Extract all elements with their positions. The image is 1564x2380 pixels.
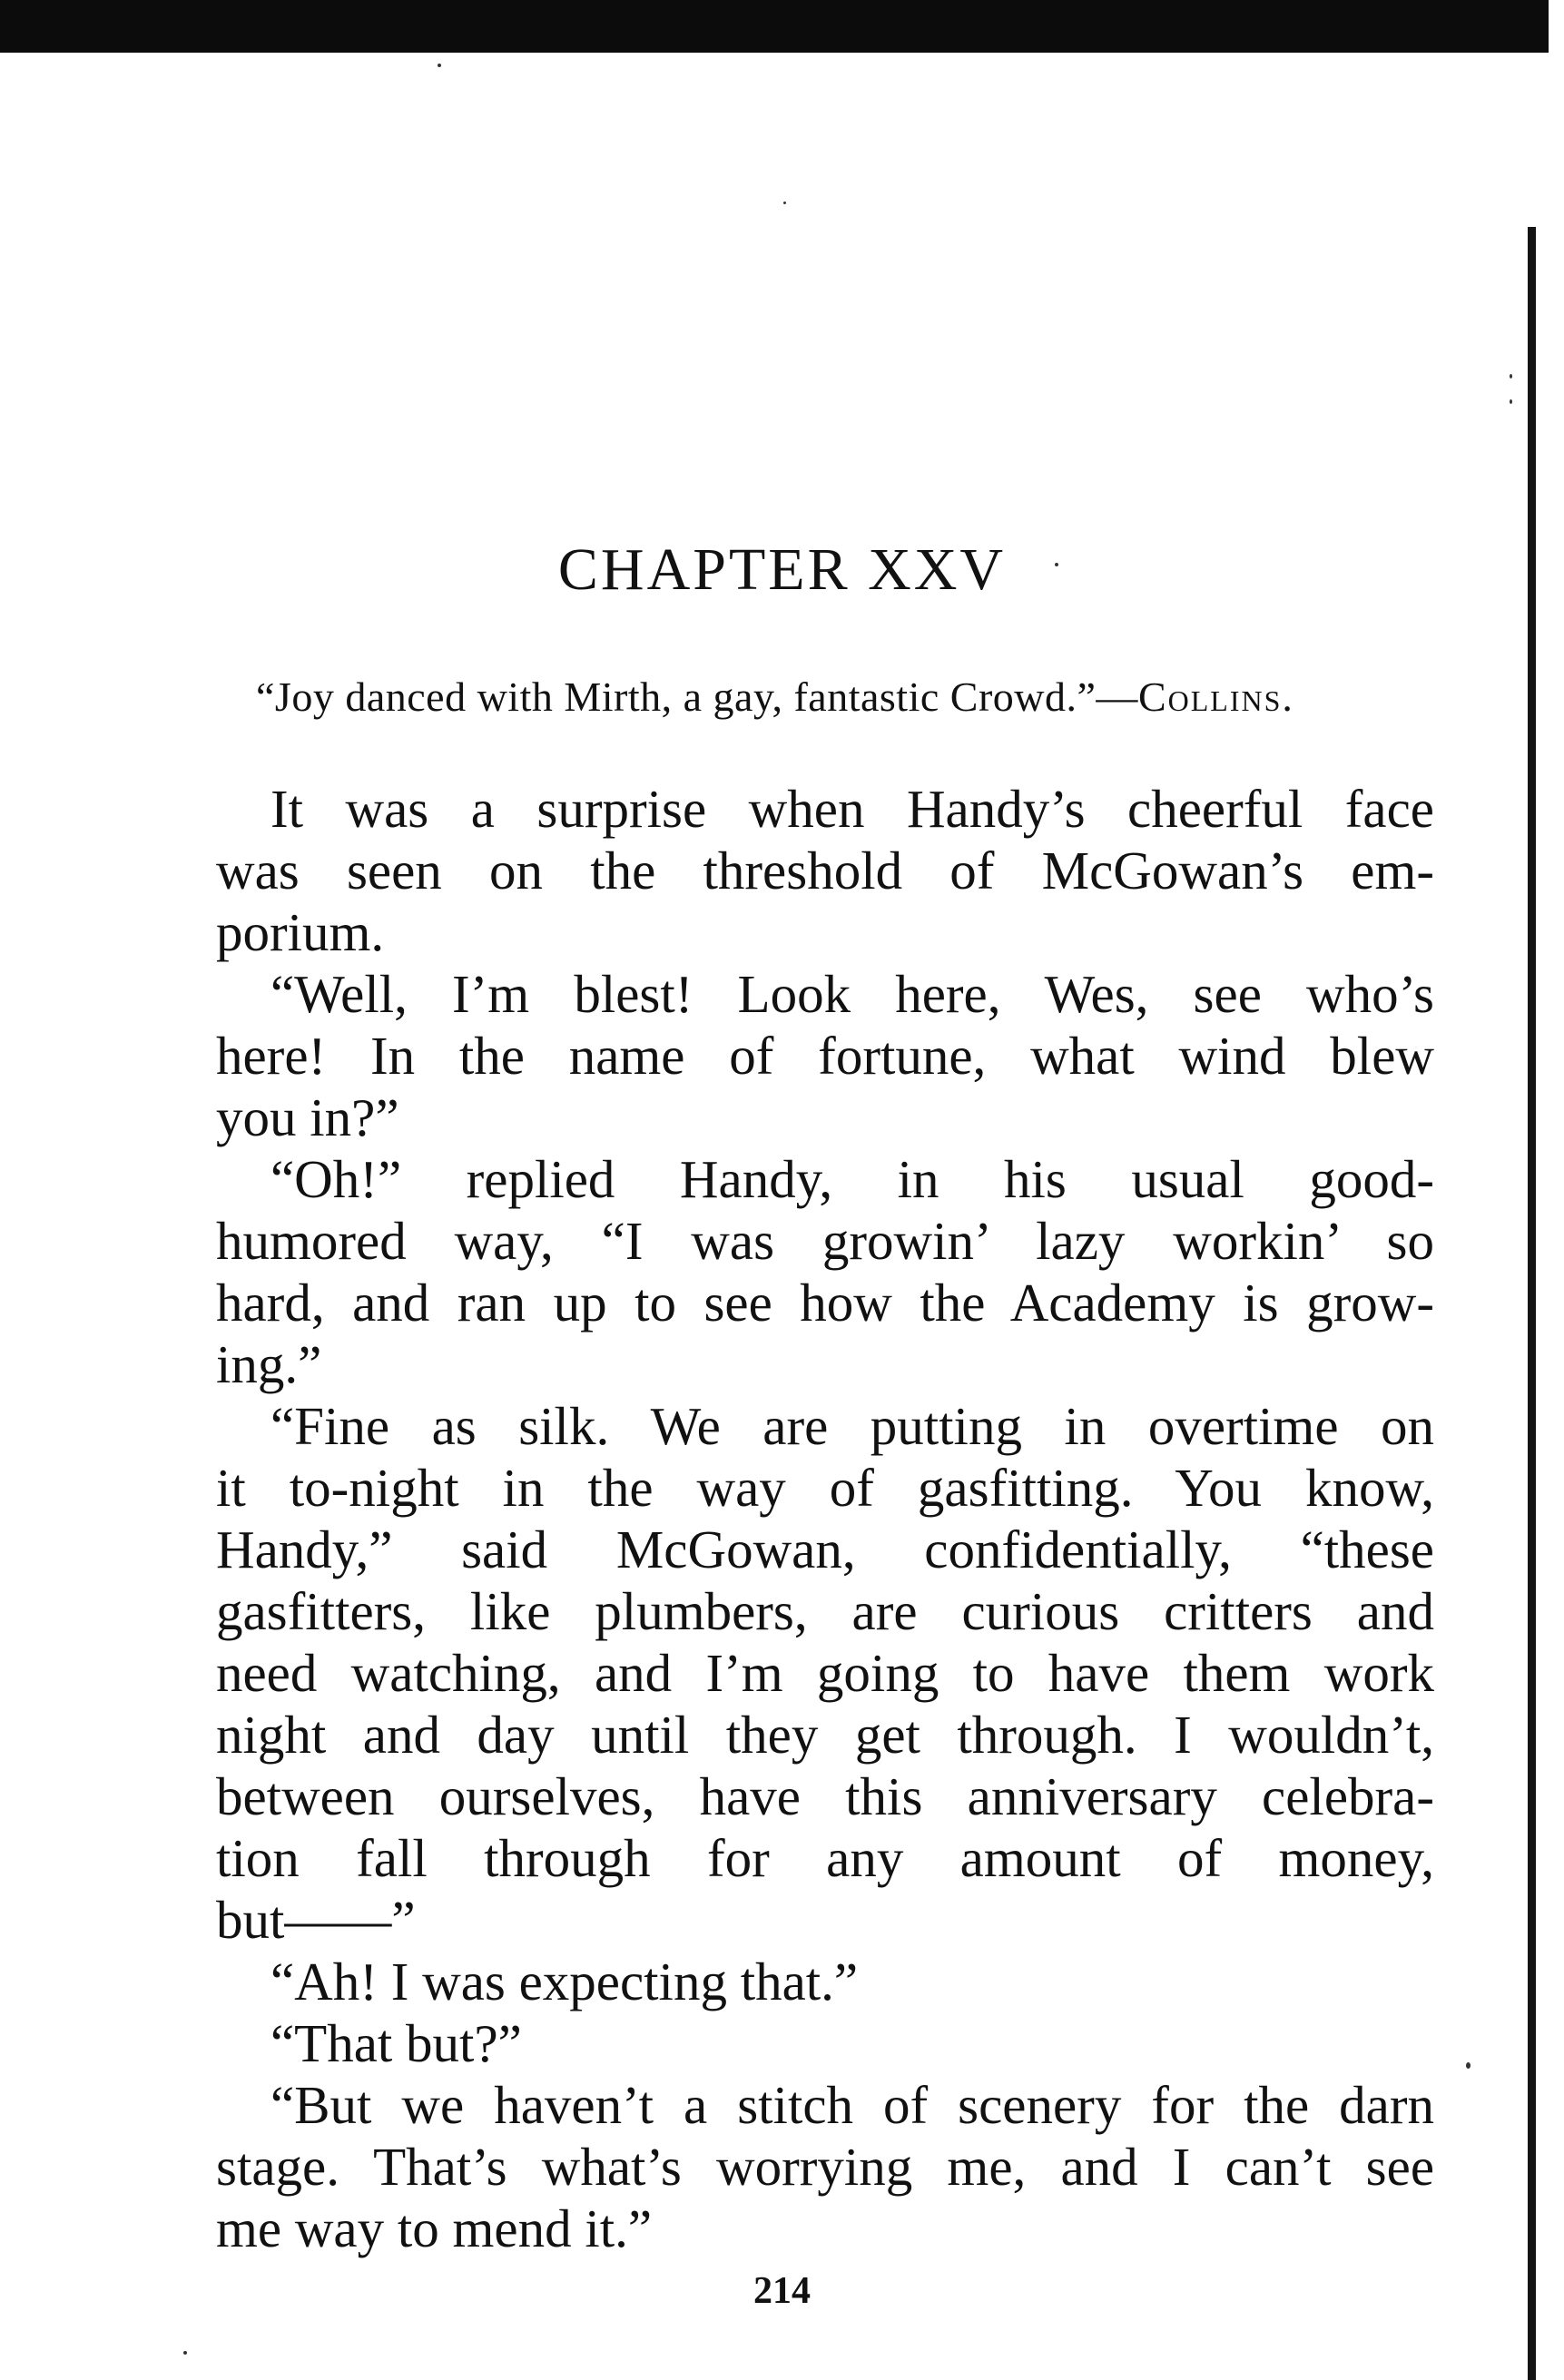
text-line: ing.” bbox=[216, 1334, 322, 1394]
body-text bbox=[216, 778, 1434, 2259]
text-line: “But we haven’t a stitch of scenery for the darn bbox=[271, 2075, 1434, 2135]
chapter-title: CHAPTER XXV bbox=[557, 536, 1007, 603]
text-line: here! In the name of fortune, what wind blew bbox=[216, 1026, 1434, 1086]
text-line: night and day until they get through. I wouldn’t, bbox=[216, 1705, 1434, 1765]
epigraph-quote: “Joy danced with Mirth, a gay, fantastic Crowd.”— bbox=[256, 674, 1138, 720]
scan-speck bbox=[183, 2351, 187, 2355]
text-line: was seen on the threshold of McGowan’s em- bbox=[216, 841, 1434, 900]
epigraph bbox=[256, 676, 1294, 718]
text-line: between ourselves, have this anniversary celebra- bbox=[216, 1766, 1434, 1826]
epigraph-author: Collins. bbox=[1137, 674, 1294, 720]
text-line: It was a surprise when Handy’s cheerful face bbox=[271, 779, 1434, 839]
text-line: gasfitters, like plumbers, are curious critters and bbox=[216, 1581, 1434, 1641]
scan-speck bbox=[1510, 374, 1512, 379]
scan-top-border bbox=[0, 0, 1549, 53]
text-line: hard, and ran up to see how the Academy is grow- bbox=[216, 1273, 1434, 1333]
text-line: “Well, I’m blest! Look here, Wes, see who’s bbox=[271, 964, 1434, 1024]
text-line: porium. bbox=[216, 902, 385, 962]
text-line: you in?” bbox=[216, 1087, 399, 1147]
scan-speck bbox=[438, 64, 441, 67]
text-line: but——” bbox=[216, 1890, 416, 1950]
text-line: need watching, and I’m going to have them work bbox=[216, 1643, 1434, 1703]
scan-speck bbox=[783, 202, 786, 204]
text-line: “Oh!” replied Handy, in his usual good- bbox=[271, 1149, 1434, 1209]
scan-speck bbox=[1510, 399, 1512, 404]
text-line: “Ah! I was expecting that.” bbox=[271, 1952, 859, 2011]
scan-speck bbox=[1466, 2062, 1471, 2069]
text-line: it to-night in the way of gasfitting. You know, bbox=[216, 1458, 1434, 1518]
scan-speck bbox=[1055, 563, 1058, 566]
text-line: Handy,” said McGowan, confidentially, “these bbox=[216, 1519, 1434, 1579]
text-line: “That but?” bbox=[271, 2013, 522, 2073]
text-line: me way to mend it.” bbox=[216, 2198, 653, 2258]
text-line: “Fine as silk. We are putting in overtime on bbox=[271, 1396, 1434, 1456]
text-line: tion fall through for any amount of money, bbox=[216, 1828, 1434, 1888]
page-number: 214 bbox=[753, 2270, 811, 2312]
text-line: stage. That’s what’s worrying me, and I can’t see bbox=[216, 2137, 1434, 2197]
text-line: humored way, “I was growin’ lazy workin’ so bbox=[216, 1211, 1434, 1271]
